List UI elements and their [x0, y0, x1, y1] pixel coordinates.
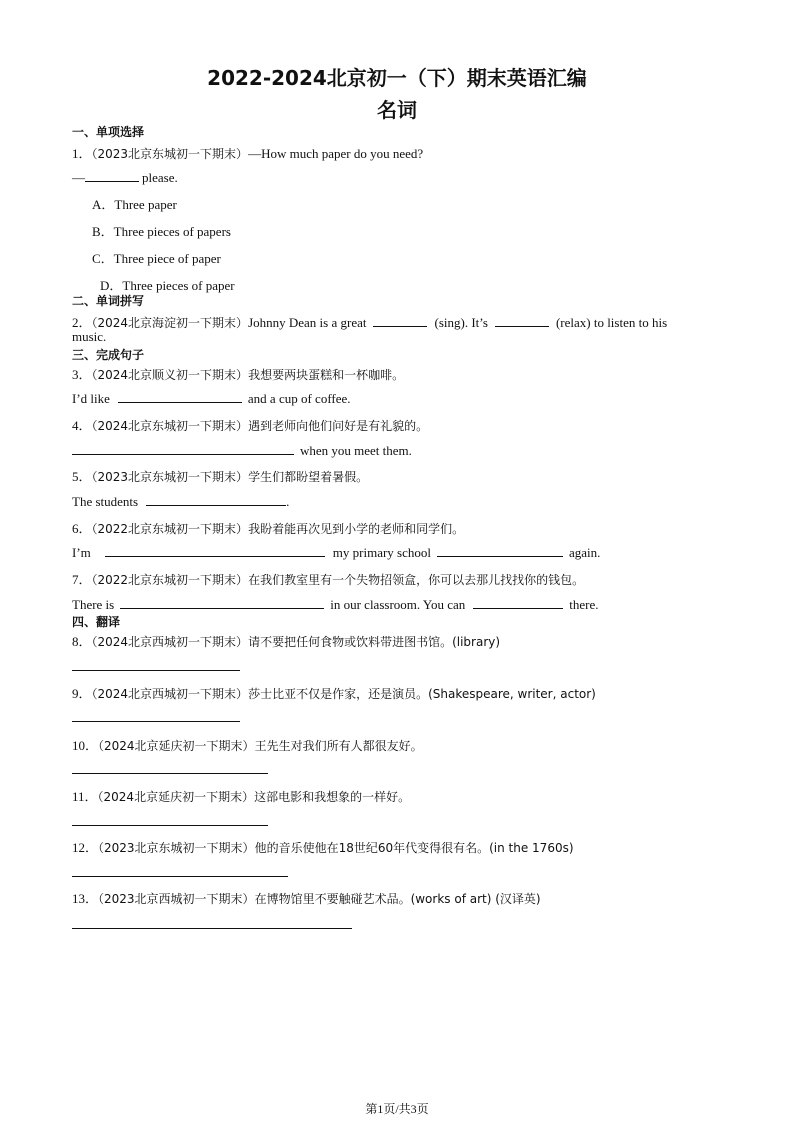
question-number: 13．	[72, 891, 99, 906]
option-d[interactable]: D．Three pieces of paper	[100, 278, 235, 293]
question-8	[72, 631, 500, 650]
answer-prefix: I’d like	[72, 391, 110, 406]
question-number: 7．	[72, 572, 92, 587]
question-4	[72, 415, 428, 434]
question-text: (relax) to listen to his	[555, 315, 668, 330]
question-3-answer	[72, 390, 351, 407]
question-text: (sing). It’s	[434, 315, 488, 330]
question-number: 1．	[72, 146, 92, 161]
question-text: 遇到老师向他们问好是有礼貌的。	[248, 419, 429, 433]
question-text: 他的音乐使他在18世纪60年代变得很有名。(in the 1760s)	[254, 841, 574, 855]
answer-middle: in our classroom. You can	[330, 597, 466, 612]
question-source: （2022北京东城初一下期末）	[91, 573, 249, 587]
answer-line[interactable]	[72, 670, 240, 671]
question-number: 5．	[72, 469, 92, 484]
question-number: 10．	[72, 738, 99, 753]
question-1	[72, 143, 423, 162]
dash-text: —	[72, 170, 85, 185]
question-6-answer	[72, 544, 600, 561]
question-11	[72, 786, 410, 805]
question-source: （2022北京东城初一下期末）	[91, 522, 249, 536]
question-7-answer	[72, 596, 599, 613]
question-source: （2023北京东城初一下期末）	[91, 470, 249, 484]
answer-line[interactable]	[72, 825, 268, 826]
question-source: （2024北京顺义初一下期末）	[91, 368, 249, 382]
answer-line[interactable]	[72, 721, 240, 722]
document-subtitle: 名词	[377, 98, 417, 122]
question-source: （2024北京海淀初一下期末）	[91, 316, 249, 330]
question-text: —How much paper do you need?	[248, 146, 424, 161]
answer-blank[interactable]	[85, 169, 139, 182]
question-source: （2023北京东城初一下期末）	[91, 147, 249, 161]
answer-suffix: and a cup of coffee.	[247, 391, 351, 406]
question-3	[72, 364, 404, 383]
question-number: 9．	[72, 686, 92, 701]
question-source: （2024北京延庆初一下期末）	[97, 790, 255, 804]
answer-line[interactable]	[72, 876, 288, 877]
question-text: 我盼着能再次见到小学的老师和同学们。	[248, 522, 465, 536]
question-9	[72, 683, 596, 702]
question-12	[72, 837, 574, 856]
question-text: 莎士比亚不仅是作家，还是演员。(Shakespeare, writer, actor)	[248, 687, 596, 701]
answer-blank[interactable]	[373, 314, 427, 327]
question-2	[72, 312, 667, 331]
option-b[interactable]: B．Three pieces of papers	[92, 224, 231, 239]
question-text: 王先生对我们所有人都很友好。	[254, 739, 423, 753]
answer-suffix: there.	[569, 597, 599, 612]
question-text: Johnny Dean is a great	[248, 315, 367, 330]
question-text: 我想要两块蛋糕和一杯咖啡。	[248, 368, 405, 382]
question-5-answer	[72, 493, 289, 510]
answer-suffix: again.	[569, 545, 601, 560]
answer-blank[interactable]	[473, 596, 563, 609]
section-heading-3: 三、完成句子	[72, 348, 145, 362]
question-text: please.	[142, 170, 178, 185]
section-heading-4: 四、翻译	[72, 615, 121, 629]
question-number: 3．	[72, 367, 92, 382]
question-text: 在我们教室里有一个失物招领盒，你可以去那儿找找你的钱包。	[248, 573, 585, 587]
section-heading-1: 一、单项选择	[72, 125, 145, 139]
question-1-line2	[72, 169, 178, 186]
answer-blank[interactable]	[118, 390, 242, 403]
answer-blank[interactable]	[72, 442, 294, 455]
answer-blank[interactable]	[105, 544, 325, 557]
question-source: （2024北京东城初一下期末）	[91, 419, 249, 433]
answer-suffix: .	[286, 494, 290, 509]
answer-line[interactable]	[72, 773, 268, 774]
question-4-answer	[72, 442, 412, 459]
question-13	[72, 888, 541, 907]
question-5	[72, 466, 368, 485]
document-title: 2022-2024北京初一（下）期末英语汇编	[207, 66, 587, 90]
question-10	[72, 735, 423, 754]
option-c[interactable]: C．Three piece of paper	[92, 251, 221, 266]
question-text: 学生们都盼望着暑假。	[248, 470, 369, 484]
question-number: 11．	[72, 789, 98, 804]
question-source: （2024北京西城初一下期末）	[91, 635, 249, 649]
question-text: 这部电影和我想象的一样好。	[254, 790, 411, 804]
question-source: （2023北京西城初一下期末）	[98, 892, 255, 906]
question-number: 4．	[72, 418, 92, 433]
section-heading-2: 二、单词拼写	[72, 294, 145, 308]
question-source: （2024北京西城初一下期末）	[91, 687, 249, 701]
answer-blank[interactable]	[495, 314, 549, 327]
question-source: （2024北京延庆初一下期末）	[98, 739, 255, 753]
answer-prefix: The students	[72, 494, 139, 509]
answer-blank[interactable]	[146, 493, 286, 506]
question-text: 在博物馆里不要触碰艺术品。(works of art) (汉译英)	[254, 892, 541, 906]
question-number: 12．	[72, 840, 99, 855]
answer-blank[interactable]	[437, 544, 563, 557]
answer-suffix: when you meet them.	[300, 443, 412, 458]
question-7	[72, 569, 584, 588]
answer-line[interactable]	[72, 928, 352, 929]
answer-prefix: I’m	[72, 545, 91, 560]
question-number: 8．	[72, 634, 92, 649]
question-number: 2．	[72, 315, 92, 330]
question-number: 6．	[72, 521, 92, 536]
question-source: （2023北京东城初一下期末）	[98, 841, 255, 855]
answer-blank[interactable]	[120, 596, 324, 609]
question-2-cont: music.	[72, 329, 107, 344]
page-footer: 第1页/共3页	[365, 1102, 429, 1116]
option-a[interactable]: A．Three paper	[92, 197, 177, 212]
answer-prefix: There is	[72, 597, 115, 612]
question-text: 请不要把任何食物或饮料带进图书馆。(library)	[248, 635, 501, 649]
answer-middle: my primary school	[332, 545, 431, 560]
question-6	[72, 518, 464, 537]
